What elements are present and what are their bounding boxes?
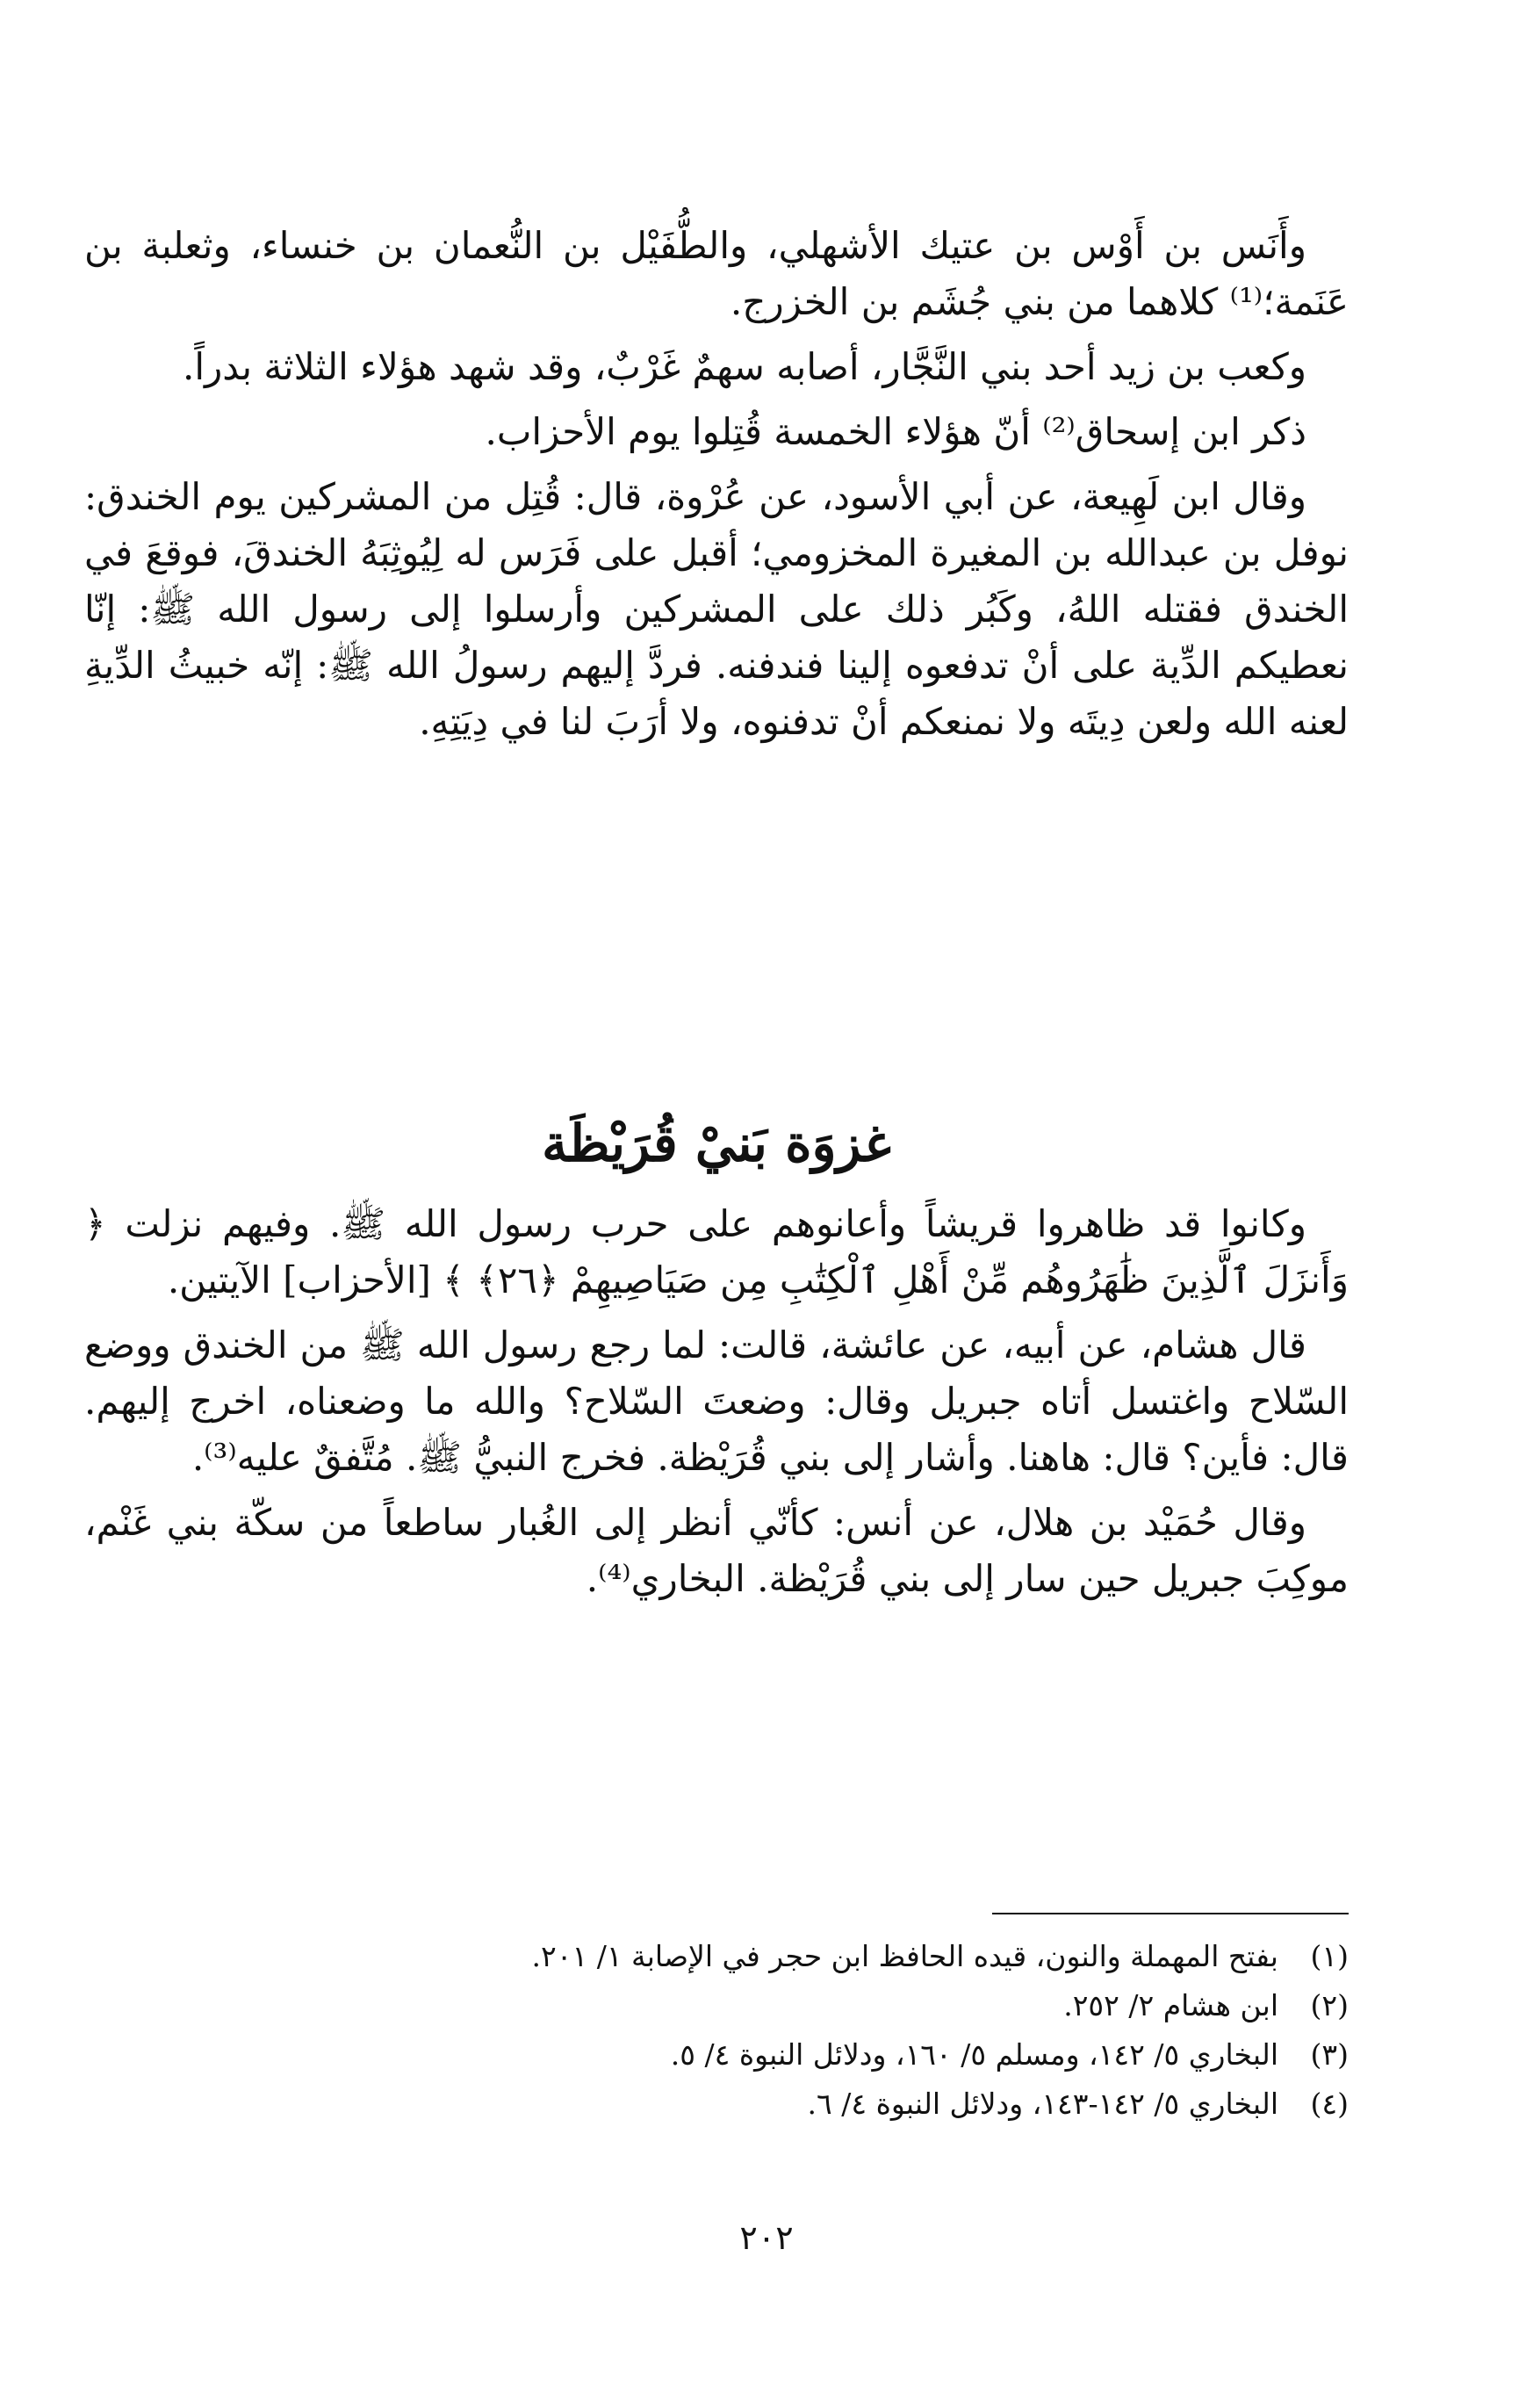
paragraph: وكانوا قد ظاهروا قريشاً وأعانوهم على حرب رسول الله ﷺ. وفيهم نزلت ﴿ وَأَنزَلَ ٱلَّذِينَ ظَٰهَرُوهُم مِّنْ أَهْلِ ٱلْكِتَٰبِ مِن صَيَاصِيهِمْ ﴿٢٦﴾ ﴾ [الأحزاب] الآيتين. bbox=[84, 1202, 1349, 1301]
paragraph: ذكر ابن إسحاق⁽²⁾ أنّ هؤلاء الخمسة قُتِلوا يوم الأحزاب. bbox=[485, 410, 1306, 453]
footnote-number: (٢) bbox=[1310, 1988, 1349, 2022]
section-heading: غزوَة بَنيْ قُرَيْظَة bbox=[542, 1114, 891, 1173]
footnote-number: (١) bbox=[1310, 1939, 1349, 1973]
main-text-top bbox=[84, 218, 1349, 759]
footnote-separator bbox=[992, 1913, 1349, 1914]
footnote-item bbox=[84, 1981, 1349, 2030]
footnote-text: البخاري ٥/ ١٤٢، ومسلم ٥/ ١٦٠، ودلائل النبوة ٤/ ٥. bbox=[670, 2037, 1278, 2072]
paragraph: وقال ابن لَهِيعة، عن أبي الأسود، عن عُرْوة، قال: قُتِل من المشركين يوم الخندق: نوفل بن عبدالله بن المغيرة المخزومي؛ أقبل على فَرَس له لِيُوثِبَهُ الخندقَ، فوقعَ في الخندق فقتله اللهُ، وكَبُر ذلك على المشركين وأرسلوا إلى رسول الله ﷺ: إنّا نعطيكم الدِّية على أنْ تدفعوه إلينا فندفنه. فردَّ إليهم رسولُ الله ﷺ: إنّه خبيثُ الدِّيةِ لعنه الله ولعن دِيتَه ولا نمنعكم أنْ تدفنوه، ولا أرَبَ لنا في دِيَتِهِ. bbox=[84, 475, 1349, 743]
paragraph: وقال حُمَيْد بن هلال، عن أنس: كأنّي أنظر إلى الغُبار ساطعاً من سكّة بني غَنْم، موكِبَ جبريل حين سار إلى بني قُرَيْظة. البخاري⁽⁴⁾. bbox=[84, 1501, 1349, 1600]
footnote-number: (٤) bbox=[1310, 2087, 1349, 2121]
page-number: ٢٠٢ bbox=[739, 2218, 794, 2257]
paragraph: قال هشام، عن أبيه، عن عائشة، قالت: لما رجع رسول الله ﷺ من الخندق ووضع السّلاح واغتسل أتاه جبريل وقال: وضعتَ السّلاح؟ والله ما وضعناه، اخرج إليهم. قال: فأين؟ قال: هاهنا. وأشار إلى بني قُرَيْظة. فخرج النبيُّ ﷺ. مُتَّفقٌ عليه⁽³⁾. bbox=[84, 1323, 1349, 1479]
footnotes bbox=[84, 1932, 1349, 2129]
footnote-item bbox=[84, 2080, 1349, 2129]
main-text-bottom bbox=[84, 1196, 1349, 1616]
footnote-item bbox=[84, 2030, 1349, 2080]
footnote-item bbox=[84, 1932, 1349, 1981]
paragraph: وكعب بن زيد أحد بني النَّجَّار، أصابه سهمٌ غَرْبٌ، وقد شهد هؤلاء الثلاثة بدراً. bbox=[182, 345, 1306, 388]
paragraph: وأَنَس بن أَوْس بن عتيك الأشهلي، والطُّفَيْل بن النُّعمان بن خنساء، وثعلبة بن عَنَمة؛⁽¹⁾ كلاهما من بني جُشَم بن الخزرج. bbox=[84, 224, 1349, 323]
footnote-text: بفتح المهملة والنون، قيده الحافظ ابن حجر في الإصابة ١/ ٢٠١. bbox=[531, 1939, 1278, 1973]
footnote-number: (٣) bbox=[1310, 2037, 1349, 2072]
footnote-text: ابن هشام ٢/ ٢٥٢. bbox=[1063, 1988, 1278, 2022]
footnote-text: البخاري ٥/ ١٤٢-١٤٣، ودلائل النبوة ٤/ ٦. bbox=[807, 2087, 1278, 2121]
